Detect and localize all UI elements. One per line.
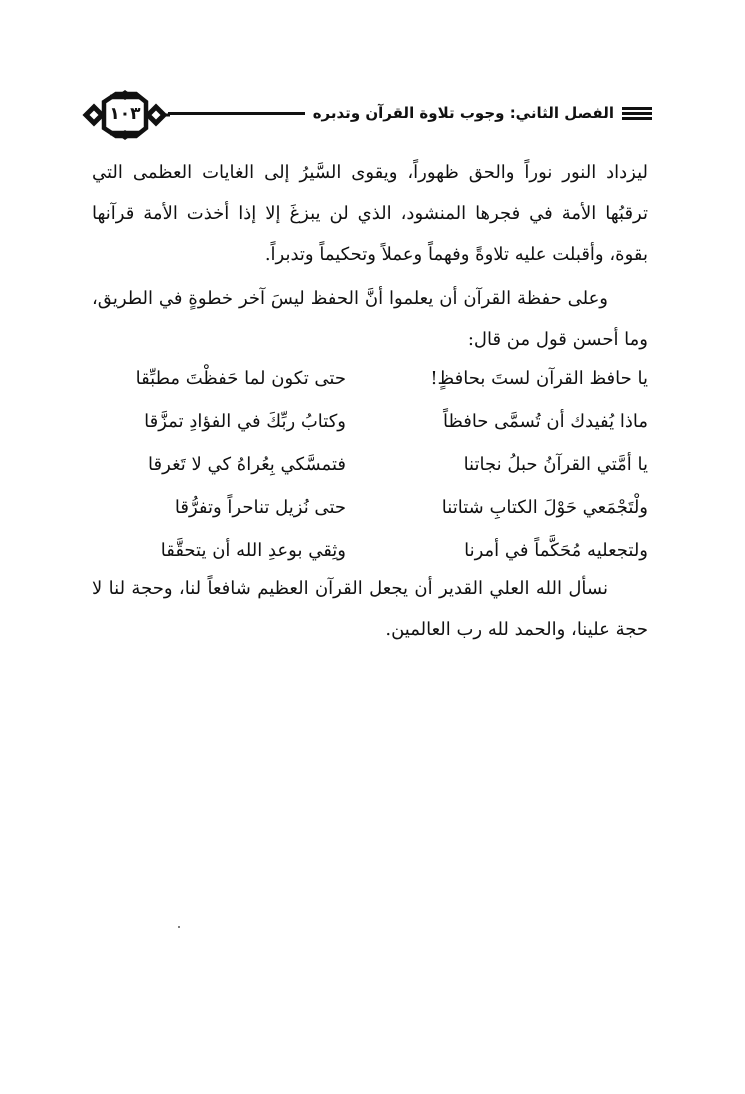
hemistich-first: ولتجعليه مُحَكَّماً في أمرنا bbox=[464, 540, 648, 561]
hemistich-second: وكتابُ ربِّكَ في الفؤادِ تمزَّقا bbox=[144, 411, 346, 432]
poem-verse bbox=[88, 443, 648, 486]
page-number: ١٠٣ bbox=[109, 104, 141, 124]
poem-verse bbox=[88, 400, 648, 443]
hemistich-second: فتمسَّكي بِعُراهُ كي لا تَغرقا bbox=[148, 454, 346, 475]
hemistich-second: وثِقي بوعدِ الله أن يتحقَّقا bbox=[160, 540, 346, 561]
paragraph-huffaz: وعلى حفظة القرآن أن يعلموا أنَّ الحفظ ليسَ آخر خطوةٍ في الطريق، وما أحسن قول من قال: bbox=[92, 288, 648, 350]
hemistich-second: حتى تكون لما حَفظْتَ مطبِّقا bbox=[135, 368, 346, 389]
header-dash-ornament bbox=[622, 107, 652, 119]
hemistich-first: ولْتَجْمَعي حَوْلَ الكتابِ شتاتنا bbox=[441, 497, 648, 518]
scan-speck bbox=[178, 926, 180, 928]
hemistich-second: حتى نُزيل تناحراً وتفرُّقا bbox=[174, 497, 346, 518]
paragraph-intro: ليزداد النور نوراً والحق ظهوراً، ويقوى السَّيرُ إلى الغايات العظمى التي ترقبُها الأمة في فجرها المنشود، الذي لن يبزغَ إلا إذا أخذت الأمة قرآنها بقوة، وأقبلت عليه تلاوةً وفهماً وعملاً وتحكيماً وتدبراً. bbox=[92, 162, 648, 265]
poem-verse bbox=[88, 486, 648, 529]
hemistich-first: يا حافظ القرآن لستَ بحافظٍ! bbox=[430, 368, 648, 389]
paragraph-closing: نسأل الله العلي القدير أن يجعل القرآن العظيم شافعاً لنا، وحجة لنا لا حجة علينا، والحمد لله رب العالمين. bbox=[92, 578, 648, 640]
chapter-title: الفصل الثاني: وجوب تلاوة القرآن وتدبره bbox=[305, 98, 622, 128]
hemistich-first: يا أمَّتي القرآنُ حبلُ نجاتنا bbox=[463, 454, 648, 475]
poem-verse bbox=[88, 529, 648, 572]
poem bbox=[88, 357, 648, 572]
hemistich-first: ماذا يُفيدك أن تُسمَّى حافظاً bbox=[442, 411, 648, 432]
poem-verse bbox=[88, 357, 648, 400]
page-header bbox=[80, 90, 652, 140]
